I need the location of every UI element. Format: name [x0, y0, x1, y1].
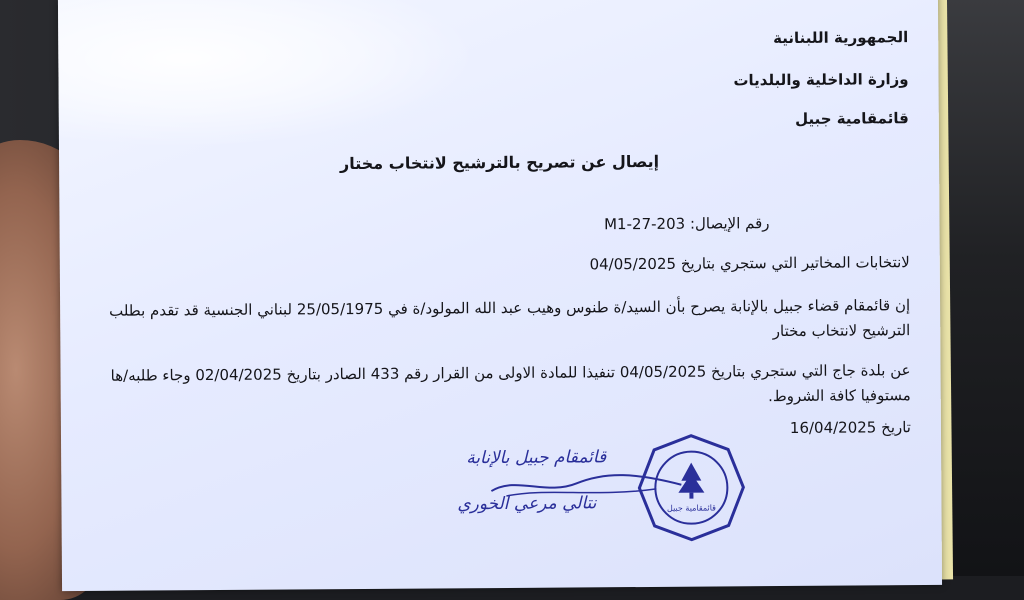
signature-name: نتالي مرعي الخوري — [457, 493, 597, 515]
elections-line: لانتخابات المخاتير التي ستجري بتاريخ 04/05/2025 — [589, 253, 910, 274]
header-office: قائمقامية جبيل — [794, 109, 909, 128]
official-stamp — [636, 432, 747, 543]
header-republic: الجمهورية اللبنانية — [772, 28, 909, 48]
signature-title: قائمقام جبيل بالإنابة — [466, 447, 607, 469]
receipt-number: رقم الإيصال: 203-27-M1 — [604, 214, 770, 234]
date-line: تاريخ 16/04/2025 — [789, 418, 912, 437]
paragraph-declaration: إن قائمقام قضاء جبيل بالإنابة يصرح بأن السيد/ة طنوس وهيب عبد الله المولود/ة في 25/05/1975 لبناني الجنسية قد تقدم بطلب الترشيح لانتخاب مختار — [109, 296, 911, 341]
paragraph-town: عن بلدة جاج التي ستجري بتاريخ 04/05/2025 تنفيذا للمادة الاولى من القرار رقم 433 الصادر بتاريخ 02/04/2025 وجاء طلبه/ها مستوفيا كافة الشروط. — [110, 361, 911, 406]
document-title: إيصال عن تصريح بالترشيح لانتخاب مختار — [339, 151, 660, 174]
document-page — [58, 0, 942, 591]
stamp-text: قائمقامية جبيل — [666, 503, 717, 513]
header-ministry: وزارة الداخلية والبلديات — [733, 70, 909, 90]
light-glare — [58, 0, 479, 149]
